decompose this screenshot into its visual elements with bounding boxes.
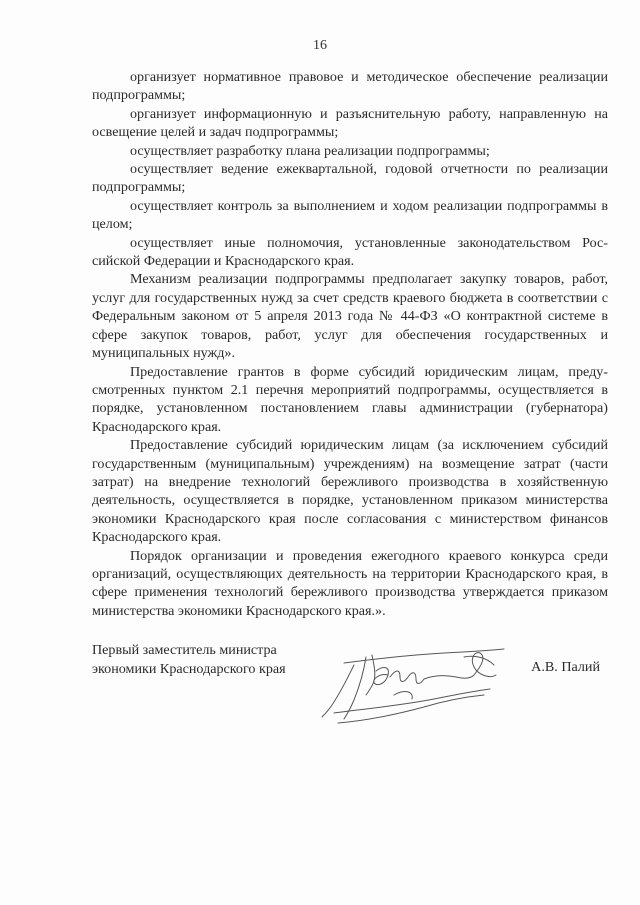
signatory-title — [92, 641, 322, 679]
paragraph-3: осуществляет разработку плана реализации подпрограммы; — [130, 142, 490, 159]
signatory-name: А.В. Палий — [531, 659, 600, 675]
paragraph-7: Механизм реализации подпрограммы предполагает закупку товаров, работ, услуг для государственных нужд за счет средств краевого бюджета в соответствии с Федеральным законом от 5 апреля 2013 года № 44-ФЗ «О контрактной системе в сфере закупок товаров, работ, услуг для обеспечения государственных и муниципальных нужд». — [92, 271, 608, 362]
paragraph-9: Предоставление субсидий юридическим лицам (за исключением субсидий государственным (муниципальным) учреждениям) на возмещение затрат (части затрат) на внедрение технологий бережливого производства в хозяйственную деятельность, осуществляется в порядке, установленном приказом министерства экономики Краснодарского края после согласования с министерством финансов Краснодарского края. — [92, 437, 608, 546]
document-body — [92, 68, 608, 620]
signature-block — [92, 641, 608, 751]
paragraph-1: организует нормативное правовое и методическое обеспечение реализации подпрограммы; — [92, 69, 608, 104]
paragraph-4: осуществляет ведение ежеквартальной, годовой отчетности по реализации подпрограммы; — [92, 161, 608, 196]
handwritten-signature — [314, 635, 514, 735]
page-number: 16 — [313, 38, 327, 53]
paragraph-8: Предоставление грантов в форме субсидий юридическим лицам, предусмотренных пунктом 2.1 перечня мероприятий подпрограммы, осуществляется в порядке, установленном постановлением главы администрации (губернатора) Краснодарского края. — [92, 363, 608, 435]
signatory-title-line-1: Первый заместитель министра — [92, 642, 277, 658]
paragraph-2: организует информационную и разъяснительную работу, направленную на освещение целей и задач подпрограммы; — [92, 105, 608, 141]
signatory-title-line-2: экономики Краснодарского края — [92, 661, 286, 677]
paragraph-10: Порядок организации и проведения ежегодного краевого конкурса среди организаций, осуществляющих деятельность на территории Краснодарского края, в сфере применения технологий бережливого производства утверждается приказом министерства экономики Краснодарского края.». — [92, 547, 608, 619]
paragraph-5: осуществляет контроль за выполнением и ходом реализации подпрограммы в целом; — [92, 197, 608, 233]
paragraph-6: осуществляет иные полномочия, установленные законодательством Российской Федерации и Краснодарского края. — [92, 234, 608, 270]
